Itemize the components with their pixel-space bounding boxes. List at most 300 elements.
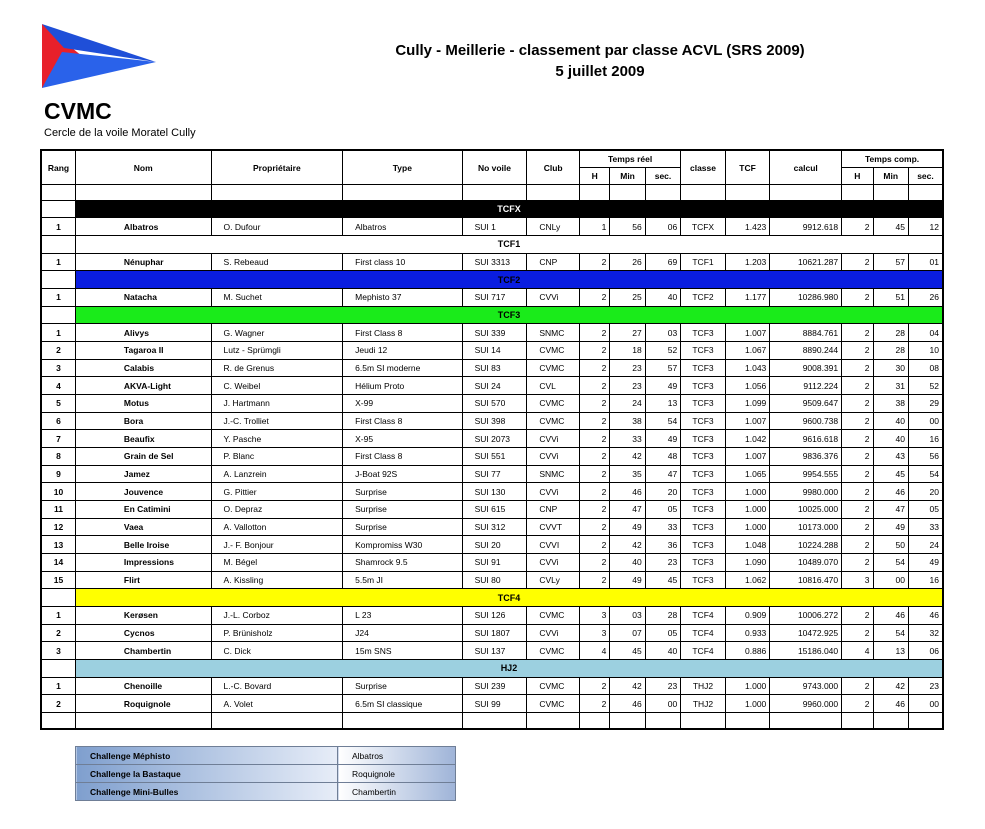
- col-comp-min: Min: [873, 168, 908, 185]
- class-cell: TCF3: [681, 536, 726, 554]
- club-cell: CNP: [527, 501, 580, 519]
- comp-min-cell: 50: [873, 536, 908, 554]
- challenge-winner: Roquignole: [338, 765, 456, 783]
- boat-type-cell: 6.5m SI moderne: [343, 359, 462, 377]
- tcf-cell: 1.000: [725, 695, 770, 713]
- comp-min-cell: 51: [873, 288, 908, 306]
- rang-cell: 1: [41, 218, 75, 236]
- club-cell: CVVi: [527, 430, 580, 448]
- real-h-cell: 2: [579, 571, 609, 589]
- result-row: [41, 695, 943, 713]
- real-sec-cell: 49: [645, 377, 680, 395]
- owner-cell: C. Weibel: [211, 377, 343, 395]
- real-min-cell: 46: [610, 695, 645, 713]
- real-min-cell: 33: [610, 430, 645, 448]
- boat-name-cell: AKVA-Light: [75, 377, 211, 395]
- boat-type-cell: First Class 8: [343, 412, 462, 430]
- comp-min-cell: 46: [873, 607, 908, 625]
- calc-cell: 9980.000: [770, 483, 842, 501]
- club-full-name: Cercle de la voile Moratel Cully: [44, 127, 196, 139]
- comp-h-cell: 2: [842, 448, 873, 466]
- result-row: [41, 483, 943, 501]
- real-sec-cell: 23: [645, 554, 680, 572]
- class-cell: TCF1: [681, 253, 726, 271]
- class-cell: TCF4: [681, 642, 726, 660]
- class-cell: TCF3: [681, 430, 726, 448]
- col-reel-sec: sec.: [645, 168, 680, 185]
- club-cell: SNMC: [527, 465, 580, 483]
- result-row: [41, 448, 943, 466]
- sail-number-cell: SUI 126: [462, 607, 527, 625]
- boat-type-cell: J24: [343, 624, 462, 642]
- result-row: [41, 518, 943, 536]
- calc-cell: 15186.040: [770, 642, 842, 660]
- boat-name-cell: Cycnos: [75, 624, 211, 642]
- section-header-row: [41, 271, 943, 289]
- tcf-cell: 1.099: [725, 394, 770, 412]
- section-band: TCF3: [75, 306, 943, 324]
- challenge-label: Challenge la Bastaque: [76, 765, 338, 783]
- challenge-row: [76, 783, 456, 801]
- real-h-cell: 2: [579, 341, 609, 359]
- sail-number-cell: SUI 130: [462, 483, 527, 501]
- comp-sec-cell: 26: [908, 288, 943, 306]
- boat-type-cell: First class 10: [343, 253, 462, 271]
- real-min-cell: 40: [610, 554, 645, 572]
- tcf-cell: 1.090: [725, 554, 770, 572]
- comp-min-cell: 40: [873, 412, 908, 430]
- boat-type-cell: Hélium Proto: [343, 377, 462, 395]
- boat-name-cell: Belle Iroise: [75, 536, 211, 554]
- real-min-cell: 56: [610, 218, 645, 236]
- real-h-cell: 2: [579, 324, 609, 342]
- real-h-cell: 2: [579, 412, 609, 430]
- tcf-cell: 1.007: [725, 324, 770, 342]
- comp-sec-cell: 54: [908, 465, 943, 483]
- real-sec-cell: 23: [645, 677, 680, 695]
- tcf-cell: 1.042: [725, 430, 770, 448]
- rang-cell: 12: [41, 518, 75, 536]
- comp-h-cell: 2: [842, 501, 873, 519]
- comp-sec-cell: 10: [908, 341, 943, 359]
- sail-number-cell: SUI 2073: [462, 430, 527, 448]
- class-cell: TCF3: [681, 501, 726, 519]
- sail-number-cell: SUI 20: [462, 536, 527, 554]
- comp-h-cell: 2: [842, 607, 873, 625]
- comp-min-cell: 45: [873, 218, 908, 236]
- real-sec-cell: 45: [645, 571, 680, 589]
- comp-min-cell: 31: [873, 377, 908, 395]
- comp-min-cell: 46: [873, 695, 908, 713]
- real-sec-cell: 40: [645, 288, 680, 306]
- owner-cell: A. Vallotton: [211, 518, 343, 536]
- col-temps-reel: Temps réel: [579, 150, 680, 168]
- tcf-cell: 0.886: [725, 642, 770, 660]
- class-cell: TCF3: [681, 554, 726, 572]
- col-rang: Rang: [41, 150, 75, 185]
- comp-sec-cell: 33: [908, 518, 943, 536]
- result-row: [41, 607, 943, 625]
- class-cell: TCF3: [681, 377, 726, 395]
- boat-name-cell: Natacha: [75, 288, 211, 306]
- rang-cell: 15: [41, 571, 75, 589]
- boat-name-cell: Roquignole: [75, 695, 211, 713]
- tcf-cell: 1.000: [725, 483, 770, 501]
- result-row: [41, 341, 943, 359]
- boat-type-cell: Shamrock 9.5: [343, 554, 462, 572]
- spacer-row: [41, 713, 943, 729]
- sail-number-cell: SUI 3313: [462, 253, 527, 271]
- class-cell: TCF4: [681, 624, 726, 642]
- tcf-cell: 1.048: [725, 536, 770, 554]
- real-h-cell: 2: [579, 359, 609, 377]
- calc-cell: 9008.391: [770, 359, 842, 377]
- real-min-cell: 03: [610, 607, 645, 625]
- club-cell: CVMC: [527, 677, 580, 695]
- comp-min-cell: 54: [873, 554, 908, 572]
- comp-sec-cell: 04: [908, 324, 943, 342]
- real-h-cell: 1: [579, 218, 609, 236]
- comp-min-cell: 49: [873, 518, 908, 536]
- rang-cell: 10: [41, 483, 75, 501]
- comp-min-cell: 00: [873, 571, 908, 589]
- col-comp-h: H: [842, 168, 873, 185]
- boat-type-cell: Jeudi 12: [343, 341, 462, 359]
- result-row: [41, 536, 943, 554]
- club-cell: CNLy: [527, 218, 580, 236]
- comp-min-cell: 38: [873, 394, 908, 412]
- class-cell: TCF3: [681, 483, 726, 501]
- comp-h-cell: 2: [842, 218, 873, 236]
- col-no-voile: No voile: [462, 150, 527, 185]
- calc-cell: 9616.618: [770, 430, 842, 448]
- club-cell: CVLy: [527, 571, 580, 589]
- tcf-cell: 1.007: [725, 412, 770, 430]
- tcf-cell: 1.423: [725, 218, 770, 236]
- comp-sec-cell: 46: [908, 607, 943, 625]
- rang-cell: 8: [41, 448, 75, 466]
- comp-min-cell: 54: [873, 624, 908, 642]
- comp-sec-cell: 08: [908, 359, 943, 377]
- section-header-row: [41, 200, 943, 218]
- comp-h-cell: 2: [842, 554, 873, 572]
- results-header: [41, 150, 943, 185]
- sail-number-cell: SUI 717: [462, 288, 527, 306]
- boat-type-cell: First Class 8: [343, 324, 462, 342]
- comp-sec-cell: 56: [908, 448, 943, 466]
- real-h-cell: 2: [579, 518, 609, 536]
- owner-cell: A. Volet: [211, 695, 343, 713]
- owner-cell: Lutz - Sprümgli: [211, 341, 343, 359]
- club-acronym: CVMC: [44, 98, 112, 124]
- real-min-cell: 18: [610, 341, 645, 359]
- tcf-cell: 1.203: [725, 253, 770, 271]
- results-table: [40, 149, 944, 730]
- comp-h-cell: 2: [842, 341, 873, 359]
- class-cell: TCF3: [681, 571, 726, 589]
- col-type: Type: [343, 150, 462, 185]
- rang-cell: 11: [41, 501, 75, 519]
- sail-number-cell: SUI 239: [462, 677, 527, 695]
- col-tcf: TCF: [725, 150, 770, 185]
- challenge-label: Challenge Méphisto: [76, 747, 338, 765]
- class-cell: TCF4: [681, 607, 726, 625]
- sail-number-cell: SUI 137: [462, 642, 527, 660]
- real-h-cell: 3: [579, 624, 609, 642]
- boat-type-cell: Kompromiss W30: [343, 536, 462, 554]
- real-h-cell: 2: [579, 253, 609, 271]
- comp-min-cell: 43: [873, 448, 908, 466]
- calc-cell: 9509.647: [770, 394, 842, 412]
- calc-cell: 10173.000: [770, 518, 842, 536]
- real-sec-cell: 13: [645, 394, 680, 412]
- real-min-cell: 42: [610, 536, 645, 554]
- club-cell: CVVI: [527, 536, 580, 554]
- owner-cell: J.-C. Trolliet: [211, 412, 343, 430]
- comp-sec-cell: 12: [908, 218, 943, 236]
- real-min-cell: 45: [610, 642, 645, 660]
- calc-cell: 10224.288: [770, 536, 842, 554]
- boat-type-cell: 6.5m SI classique: [343, 695, 462, 713]
- sail-number-cell: SUI 570: [462, 394, 527, 412]
- real-sec-cell: 05: [645, 624, 680, 642]
- calc-cell: 9960.000: [770, 695, 842, 713]
- section-band: HJ2: [75, 660, 943, 678]
- cvmc-pennant-logo: [40, 22, 156, 92]
- comp-min-cell: 30: [873, 359, 908, 377]
- real-h-cell: 2: [579, 677, 609, 695]
- comp-sec-cell: 23: [908, 677, 943, 695]
- rang-cell: 2: [41, 695, 75, 713]
- rang-cell: 5: [41, 394, 75, 412]
- owner-cell: A. Lanzrein: [211, 465, 343, 483]
- boat-name-cell: Kerøsen: [75, 607, 211, 625]
- real-h-cell: 2: [579, 483, 609, 501]
- boat-name-cell: Jamez: [75, 465, 211, 483]
- rang-cell: 13: [41, 536, 75, 554]
- sail-number-cell: SUI 339: [462, 324, 527, 342]
- title-line-1: Cully - Meillerie - classement par classe ACVL (SRS 2009): [395, 42, 805, 59]
- section-band: TCFX: [75, 200, 943, 218]
- boat-name-cell: Impressions: [75, 554, 211, 572]
- real-sec-cell: 28: [645, 607, 680, 625]
- comp-h-cell: 2: [842, 377, 873, 395]
- real-min-cell: 23: [610, 359, 645, 377]
- club-cell: CVVi: [527, 288, 580, 306]
- result-row: [41, 642, 943, 660]
- boat-type-cell: X-95: [343, 430, 462, 448]
- real-h-cell: 2: [579, 394, 609, 412]
- calc-cell: 9954.555: [770, 465, 842, 483]
- challenge-label: Challenge Mini-Bulles: [76, 783, 338, 801]
- result-row: [41, 359, 943, 377]
- calc-cell: 10489.070: [770, 554, 842, 572]
- club-cell: CVMC: [527, 642, 580, 660]
- tcf-cell: 1.043: [725, 359, 770, 377]
- rang-cell: 3: [41, 359, 75, 377]
- real-sec-cell: 36: [645, 536, 680, 554]
- challenge-winner: Albatros: [338, 747, 456, 765]
- section-header-row: [41, 660, 943, 678]
- comp-sec-cell: 06: [908, 642, 943, 660]
- comp-sec-cell: 52: [908, 377, 943, 395]
- real-min-cell: 23: [610, 377, 645, 395]
- rang-cell: 2: [41, 341, 75, 359]
- boat-type-cell: Mephisto 37: [343, 288, 462, 306]
- tcf-cell: 1.000: [725, 518, 770, 536]
- boat-type-cell: Surprise: [343, 483, 462, 501]
- comp-h-cell: 4: [842, 642, 873, 660]
- class-cell: TCFX: [681, 218, 726, 236]
- calc-cell: 9836.376: [770, 448, 842, 466]
- rang-cell: 1: [41, 324, 75, 342]
- real-h-cell: 2: [579, 695, 609, 713]
- real-h-cell: 2: [579, 465, 609, 483]
- comp-h-cell: 2: [842, 695, 873, 713]
- real-min-cell: 07: [610, 624, 645, 642]
- real-min-cell: 49: [610, 571, 645, 589]
- boat-type-cell: Surprise: [343, 518, 462, 536]
- calc-cell: 10816.470: [770, 571, 842, 589]
- comp-sec-cell: 16: [908, 571, 943, 589]
- tcf-cell: 1.000: [725, 677, 770, 695]
- calc-cell: 9112.224: [770, 377, 842, 395]
- rang-cell: 3: [41, 642, 75, 660]
- sail-number-cell: SUI 1807: [462, 624, 527, 642]
- boat-type-cell: Albatros: [343, 218, 462, 236]
- comp-min-cell: 47: [873, 501, 908, 519]
- rang-cell: 14: [41, 554, 75, 572]
- real-sec-cell: 57: [645, 359, 680, 377]
- boat-name-cell: Nénuphar: [75, 253, 211, 271]
- club-cell: CVMC: [527, 341, 580, 359]
- sail-number-cell: SUI 99: [462, 695, 527, 713]
- col-calcul: calcul: [770, 150, 842, 185]
- owner-cell: G. Pittier: [211, 483, 343, 501]
- boat-name-cell: Vaea: [75, 518, 211, 536]
- boat-type-cell: J-Boat 92S: [343, 465, 462, 483]
- real-sec-cell: 52: [645, 341, 680, 359]
- club-cell: CVMC: [527, 412, 580, 430]
- col-club: Club: [527, 150, 580, 185]
- owner-cell: J.-L. Corboz: [211, 607, 343, 625]
- calc-cell: 9912.618: [770, 218, 842, 236]
- class-cell: TCF3: [681, 394, 726, 412]
- boat-name-cell: Chambertin: [75, 642, 211, 660]
- comp-min-cell: 13: [873, 642, 908, 660]
- calc-cell: 10621.287: [770, 253, 842, 271]
- comp-sec-cell: 32: [908, 624, 943, 642]
- class-cell: TCF3: [681, 412, 726, 430]
- sail-number-cell: SUI 83: [462, 359, 527, 377]
- real-h-cell: 2: [579, 430, 609, 448]
- boat-name-cell: Chenoille: [75, 677, 211, 695]
- boat-name-cell: Bora: [75, 412, 211, 430]
- spacer-row: [41, 185, 943, 201]
- owner-cell: P. Brünisholz: [211, 624, 343, 642]
- real-min-cell: 49: [610, 518, 645, 536]
- class-cell: TCF2: [681, 288, 726, 306]
- result-row: [41, 465, 943, 483]
- rang-cell: 1: [41, 607, 75, 625]
- real-min-cell: 25: [610, 288, 645, 306]
- boat-name-cell: Grain de Sel: [75, 448, 211, 466]
- boat-name-cell: En Catimini: [75, 501, 211, 519]
- comp-h-cell: 2: [842, 430, 873, 448]
- rang-cell: 6: [41, 412, 75, 430]
- real-sec-cell: 54: [645, 412, 680, 430]
- rang-cell: 1: [41, 288, 75, 306]
- comp-h-cell: 2: [842, 465, 873, 483]
- result-row: [41, 624, 943, 642]
- real-min-cell: 47: [610, 501, 645, 519]
- result-row: [41, 394, 943, 412]
- comp-h-cell: 2: [842, 624, 873, 642]
- comp-h-cell: 2: [842, 483, 873, 501]
- page-title: [330, 40, 870, 82]
- boat-name-cell: Flirt: [75, 571, 211, 589]
- real-h-cell: 3: [579, 607, 609, 625]
- tcf-cell: 0.909: [725, 607, 770, 625]
- club-cell: SNMC: [527, 324, 580, 342]
- tcf-cell: 1.062: [725, 571, 770, 589]
- boat-name-cell: Albatros: [75, 218, 211, 236]
- sail-number-cell: SUI 14: [462, 341, 527, 359]
- col-comp-sec: sec.: [908, 168, 943, 185]
- boat-name-cell: Tagaroa II: [75, 341, 211, 359]
- result-row: [41, 377, 943, 395]
- col-reel-min: Min: [610, 168, 645, 185]
- section-header-row: [41, 589, 943, 607]
- real-sec-cell: 20: [645, 483, 680, 501]
- comp-h-cell: 2: [842, 253, 873, 271]
- owner-cell: O. Dufour: [211, 218, 343, 236]
- boat-name-cell: Calabis: [75, 359, 211, 377]
- calc-cell: 9600.738: [770, 412, 842, 430]
- result-row: [41, 430, 943, 448]
- club-cell: CVVi: [527, 624, 580, 642]
- boat-name-cell: Motus: [75, 394, 211, 412]
- sail-number-cell: SUI 80: [462, 571, 527, 589]
- class-cell: TCF3: [681, 448, 726, 466]
- tcf-cell: 1.000: [725, 501, 770, 519]
- comp-sec-cell: 00: [908, 695, 943, 713]
- sail-number-cell: SUI 77: [462, 465, 527, 483]
- sail-number-cell: SUI 1: [462, 218, 527, 236]
- club-cell: CVMC: [527, 394, 580, 412]
- comp-min-cell: 42: [873, 677, 908, 695]
- calc-cell: 8884.761: [770, 324, 842, 342]
- class-cell: TCF3: [681, 465, 726, 483]
- result-row: [41, 554, 943, 572]
- rang-cell: 4: [41, 377, 75, 395]
- sail-number-cell: SUI 91: [462, 554, 527, 572]
- owner-cell: S. Rebeaud: [211, 253, 343, 271]
- comp-h-cell: 2: [842, 412, 873, 430]
- result-row: [41, 288, 943, 306]
- owner-cell: L.-C. Bovard: [211, 677, 343, 695]
- owner-cell: A. Kissling: [211, 571, 343, 589]
- real-min-cell: 42: [610, 448, 645, 466]
- comp-h-cell: 2: [842, 288, 873, 306]
- col-reel-h: H: [579, 168, 609, 185]
- club-cell: CVMC: [527, 359, 580, 377]
- real-sec-cell: 49: [645, 430, 680, 448]
- calc-cell: 10025.000: [770, 501, 842, 519]
- real-sec-cell: 33: [645, 518, 680, 536]
- rang-cell: 2: [41, 624, 75, 642]
- comp-min-cell: 45: [873, 465, 908, 483]
